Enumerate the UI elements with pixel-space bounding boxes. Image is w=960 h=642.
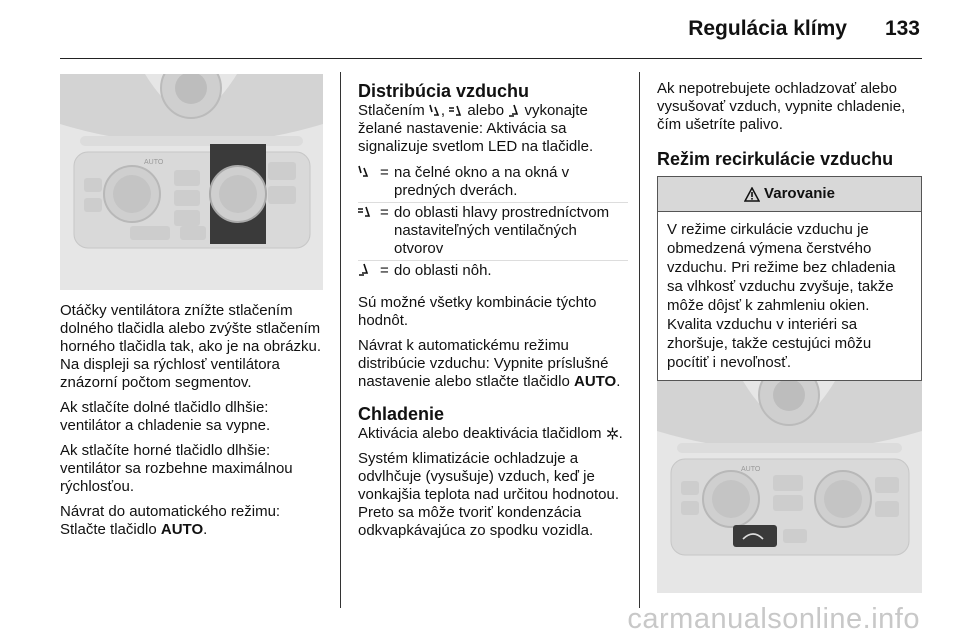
text: . xyxy=(616,373,621,390)
paragraph: Otáčky ventilátora znížte stlačením dolného tlačidla alebo zvýšte stlačením horného tlačidla tak, ako je na obrázku. Na displeji sa rýchlosť ventilátora znázorní počtom segmentov. xyxy=(60,302,321,391)
list-item xyxy=(358,261,628,282)
air-feet-icon xyxy=(508,104,520,117)
header-rule xyxy=(60,58,922,59)
warning-title: Varovanie xyxy=(764,185,835,202)
text: vykonajte želané nastavenie: Aktivácia sa signalizuje svetlom LED na tlačidle. xyxy=(358,102,594,155)
heading-cooling: Chladenie xyxy=(358,404,445,424)
auto-keyword: AUTO xyxy=(160,521,204,538)
paragraph: Systém klimatizácie ochladzuje a odvlhčuje (vysušuje) vzduch, keď je vonkajšia teplota nad určitou hodnotou. Preto sa môže tvoriť kondenzácia odkvapkávajúca zo spodku vozidla. xyxy=(358,450,620,539)
paragraph xyxy=(358,337,628,391)
warning-header xyxy=(658,177,921,212)
paragraph: Sú možné všetky kombinácie týchto hodnôt. xyxy=(358,294,597,329)
definition-text: na čelné okno a na okná v predných dverách. xyxy=(394,164,570,199)
column-1 xyxy=(60,302,330,546)
air-windshield-icon xyxy=(358,164,380,178)
panel-auto-label: AUTO xyxy=(741,466,761,473)
auto-keyword: AUTO xyxy=(573,373,617,390)
column-divider-1 xyxy=(340,72,341,608)
text: , xyxy=(440,102,446,119)
list-item xyxy=(358,203,628,261)
climate-panel-figure-fan xyxy=(60,74,323,290)
page-number: 133 xyxy=(884,17,920,40)
heading-air-distribution: Distribúcia vzduchu xyxy=(358,81,530,101)
list-item xyxy=(358,163,628,203)
snowflake-icon xyxy=(606,427,619,440)
definition-text: do oblasti nôh. xyxy=(394,262,492,279)
text: Návrat k automatickému režimu distribúcie vzduchu: Vypnite príslušné nastavenie alebo stlačte tlačidlo xyxy=(358,337,609,390)
equals-sign: = xyxy=(380,204,389,221)
air-vents-icon xyxy=(449,104,463,117)
warning-text: V režime cirkulácie vzduchu je obmedzená výmena čerstvého vzduchu. Pri režime bez chladenia sa vlhkosť vzduchu zvyšuje, takže môže dôjsť k zahmleniu okien. Kvalita vzduchu v interiéri sa zhoršuje, takže cestujúci môžu pocítiť i nevoľnosť. xyxy=(667,221,896,371)
page-header xyxy=(688,14,920,44)
text: alebo xyxy=(467,102,505,119)
paragraph-cooling xyxy=(358,425,628,443)
definition-text: do oblasti hlavy prostredníctvom nastaviteľných ventilačných otvorov xyxy=(394,204,610,257)
section-title: Regulácia klímy xyxy=(688,17,847,40)
warning-box xyxy=(657,176,922,381)
paragraph: Ak nepotrebujete ochladzovať alebo vysušovať vzduch, vypnite chladenie, čím ušetríte palivo. xyxy=(657,80,906,133)
equals-sign: = xyxy=(380,164,389,181)
watermark: carmanualsonline.info xyxy=(627,603,920,635)
column-divider-2 xyxy=(639,72,640,608)
text: Aktivácia alebo deaktivácia tlačidlom xyxy=(358,425,602,442)
heading-recirculation: Režim recirkulácie vzduchu xyxy=(657,149,894,169)
climate-panel-figure-recirculation xyxy=(657,381,922,593)
text: . xyxy=(618,425,623,442)
air-vents-icon xyxy=(358,204,380,218)
text: Stlačením xyxy=(358,102,425,119)
column-2 xyxy=(358,80,628,547)
air-feet-icon xyxy=(358,262,380,276)
paragraph-end: . xyxy=(203,521,208,538)
warning-triangle-icon xyxy=(744,187,760,202)
air-distribution-list xyxy=(358,163,628,282)
equals-sign: = xyxy=(380,262,389,279)
air-windshield-icon xyxy=(429,104,441,117)
paragraph: Ak stlačíte horné tlačidlo dlhšie: ventilátor sa rozbehne maximálnou rýchlosťou. xyxy=(60,442,293,495)
panel-auto-label: AUTO xyxy=(144,159,164,166)
paragraph xyxy=(60,503,330,539)
paragraph-text: Návrat do automatického režimu: Stlačte tlačidlo xyxy=(60,503,281,538)
paragraph-distribution-intro xyxy=(358,102,628,156)
paragraph: Ak stlačíte dolné tlačidlo dlhšie: ventilátor a chladenie sa vypne. xyxy=(60,399,271,434)
column-3 xyxy=(657,80,922,381)
